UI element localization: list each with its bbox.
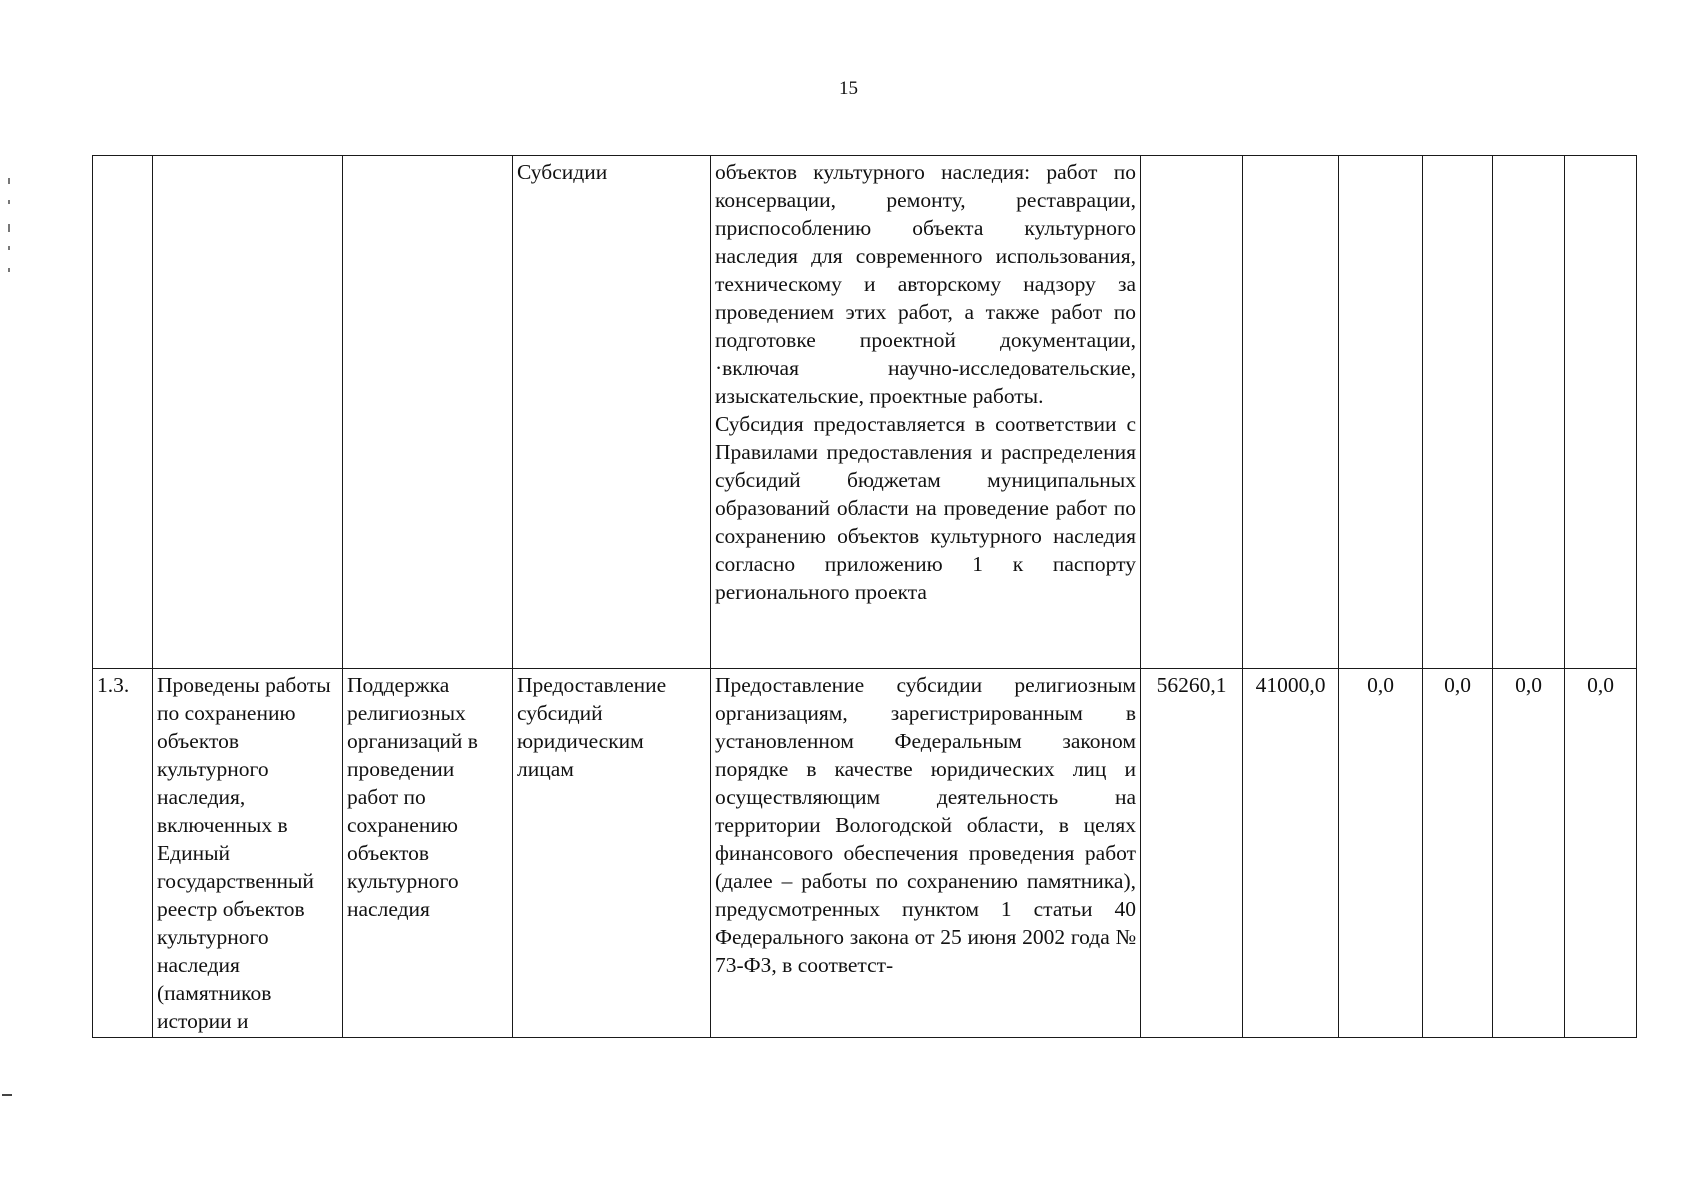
cell-value (1423, 156, 1493, 669)
budget-table (92, 155, 1637, 1038)
cell-description (711, 669, 1141, 1038)
description-paragraph: Предоставление субсидии религиозным организациям, зарегистрированным в установленном Федеральным законом порядке в качестве юридических лиц и осуществляющим деятельность на территории Вологодской области, в целях финансового обеспечения проведения работ (далее – работы по сохранению памятника), предусмотренных пунктом 1 статьи 40 Федерального закона от 25 июня 2002 года № 73-ФЗ, в соответст- (715, 673, 1136, 977)
scan-artifact-mark (8, 200, 10, 204)
cell-number (93, 156, 153, 669)
cell-value: 0,0 (1565, 669, 1637, 1038)
cell-value (1141, 156, 1243, 669)
scan-artifact-mark (8, 224, 10, 232)
description-paragraph: объектов культурного наследия: работ по консервации, ремонту, реставрации, приспособлению объекта культурного наследия для современного использования, техническому и авторскому надзору за проведением этих работ, а также работ по подготовке проектной документации, ·включая научно-исследовательские, изыскательские, проектные работы. (715, 160, 1136, 408)
cell-type: Предоставление субсидий юридическим лицам (513, 669, 711, 1038)
cell-value: 56260,1 (1141, 669, 1243, 1038)
cell-description (711, 156, 1141, 669)
cell-measure: Поддержка религиозных организаций в проведении работ по сохранению объектов культурного наследия (343, 669, 513, 1038)
cell-value: 0,0 (1423, 669, 1493, 1038)
cell-value: 41000,0 (1243, 669, 1339, 1038)
cell-type: Субсидии (513, 156, 711, 669)
cell-result: Проведены работы по сохранению объектов культурного наследия, включенных в Единый государственный реестр объектов культурного наследия (памятников истории и (153, 669, 343, 1038)
cell-value (1243, 156, 1339, 669)
cell-value: 0,0 (1493, 669, 1565, 1038)
cell-value (1565, 156, 1637, 669)
cell-value (1493, 156, 1565, 669)
table-row (93, 156, 1637, 669)
scan-artifact-mark (8, 268, 10, 272)
cell-number: 1.3. (93, 669, 153, 1038)
cell-result (153, 156, 343, 669)
scan-artifact-dash (2, 1094, 12, 1096)
scan-artifact-mark (8, 246, 10, 250)
description-paragraph: Субсидия предоставляется в соответствии с Правилами предоставления и распределения субсидий бюджетам муниципальных образований области на проведение работ по сохранению объектов культурного наследия согласно приложению 1 к паспорту регионального проекта (715, 412, 1136, 604)
table-row (93, 669, 1637, 1038)
cell-value (1339, 156, 1423, 669)
cell-measure (343, 156, 513, 669)
cell-value: 0,0 (1339, 669, 1423, 1038)
scan-artifact-mark (8, 178, 10, 184)
page-number: 15 (839, 78, 858, 99)
